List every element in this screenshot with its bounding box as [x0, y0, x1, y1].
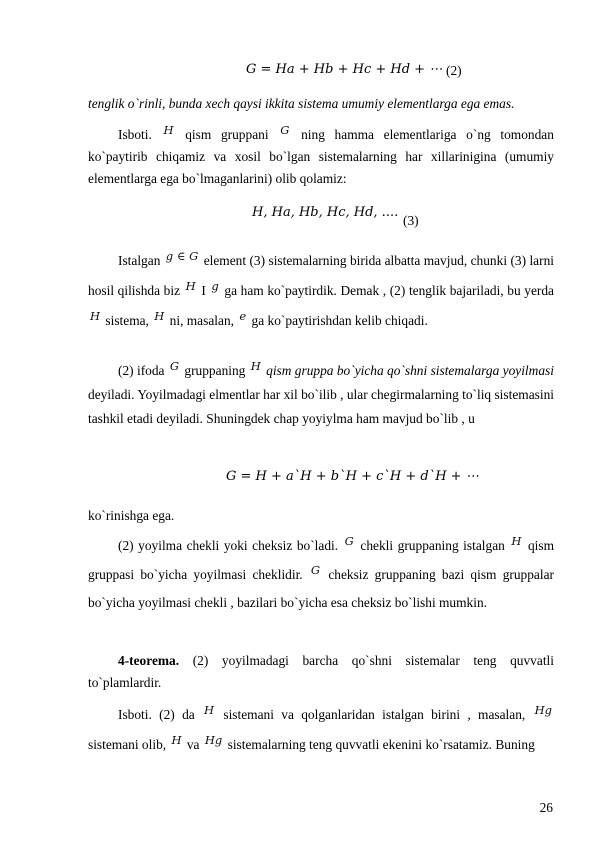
text-line-tenglik: tenglik o`rinli, bunda xech qaysi ikkita sistema umumiy elementlarga ega emas.: [88, 96, 515, 111]
text: sistemani va qolganlaridan istalgan birini , masalan,: [223, 707, 526, 722]
text: I: [201, 283, 206, 298]
symbol-Hg: Hg: [204, 733, 223, 747]
text: Isboti.: [118, 127, 152, 142]
page-number: 26: [539, 800, 553, 815]
paragraph-proof-1: [88, 124, 554, 190]
text: ning hamma elementlariga o`ng tomondan ko`paytirib chiqamiz va xosil bo`lgan sistemalarning har xillarinigina (umumiy elementlarga ega bo`lmaganlarini) olib qolamiz:: [88, 127, 554, 186]
symbol-e: e: [239, 309, 247, 323]
text: deyiladi. Yoyilmadagi elmentlar har xil bo`ilib , ular chegirmalarning to`liq sistemasini tashkil etadi deyiladi. Shuningdek chap yoyiylma ham mavjud bo`lib , u: [88, 387, 554, 426]
text: ga ko`paytirishdan kelib chiqadi.: [251, 313, 428, 328]
text: ni, masalan,: [169, 313, 234, 328]
text: chekli gruppaning istalgan: [360, 538, 505, 553]
paragraph-istalgan: [88, 246, 554, 336]
symbol-Hg: Hg: [534, 703, 552, 717]
symbol-H: H: [171, 733, 182, 747]
text: va: [186, 737, 200, 752]
formula-left-expansion: G = H + a`H + b`H + c`H + d`H + ⋯: [226, 469, 479, 484]
term-italic: qism gruppa bo`yicha qo`shni sistemalarga yoyilmasi: [266, 363, 554, 378]
symbol-G: G: [344, 534, 354, 548]
paragraph-ifoda: [88, 359, 554, 431]
paragraph-theorem-4: [88, 650, 554, 694]
symbol-H: H: [90, 309, 101, 323]
symbol-H: H: [250, 359, 261, 373]
paragraph-yoyilma: [88, 532, 554, 617]
formula-3: H, Ha, Hb, Hc, Hd, ....: [252, 205, 399, 220]
symbol-H: H: [511, 534, 522, 548]
text: qism gruppasi bo`yicha yoyilmasi cheklidir.: [88, 538, 555, 582]
formula-2: G = Ha + Hb + Hc + Hd + ⋯: [246, 62, 443, 77]
paragraph-proof-2: [88, 700, 554, 760]
text: Isboti. (2) da: [118, 707, 195, 722]
formula-3-number: (3): [403, 213, 419, 228]
symbol-H: H: [154, 309, 165, 323]
text: sistemani olib,: [88, 737, 167, 752]
text: Istalgan: [118, 253, 161, 268]
symbol-g-in-G: g ∈ G: [165, 249, 199, 263]
text: qism gruppani: [185, 127, 269, 142]
text-line-korinishga: ko`rinishga ega.: [88, 508, 175, 523]
symbol-H: H: [163, 123, 174, 137]
text: (2) ifoda: [118, 363, 165, 378]
text: ga ham ko`paytirdik. Demak , (2) tenglik bajariladi, bu yerda: [224, 283, 554, 298]
text: cheksiz gruppaning bazi qism gruppalar bo`yicha yoyilmasi chekli , bazilari bo`yicha esa cheksiz bo`lishi mumkin.: [88, 566, 554, 610]
symbol-H: H: [204, 703, 215, 717]
text: sistemalarning teng quvvatli ekenini ko`rsatamiz. Buning: [227, 737, 535, 752]
symbol-g: g: [211, 279, 219, 293]
text: (2) yoyilmadagi barcha qo`shni sistemalar teng quvvatli to`plamlardir.: [88, 653, 554, 690]
symbol-G: G: [280, 123, 290, 137]
formula-2-number: (2): [446, 63, 462, 78]
symbol-H: H: [185, 279, 196, 293]
text: gruppaning: [184, 363, 246, 378]
text: sistema,: [105, 313, 149, 328]
text: (2) yoyilma chekli yoki cheksiz bo`ladi.: [118, 538, 339, 553]
theorem-label: 4-teorema.: [118, 653, 180, 668]
symbol-G: G: [169, 359, 180, 373]
symbol-G: G: [310, 562, 321, 577]
text: element (3) sistemalarning birida albatta mavjud, chunki (3) larni hosil qilishda biz: [88, 253, 554, 298]
